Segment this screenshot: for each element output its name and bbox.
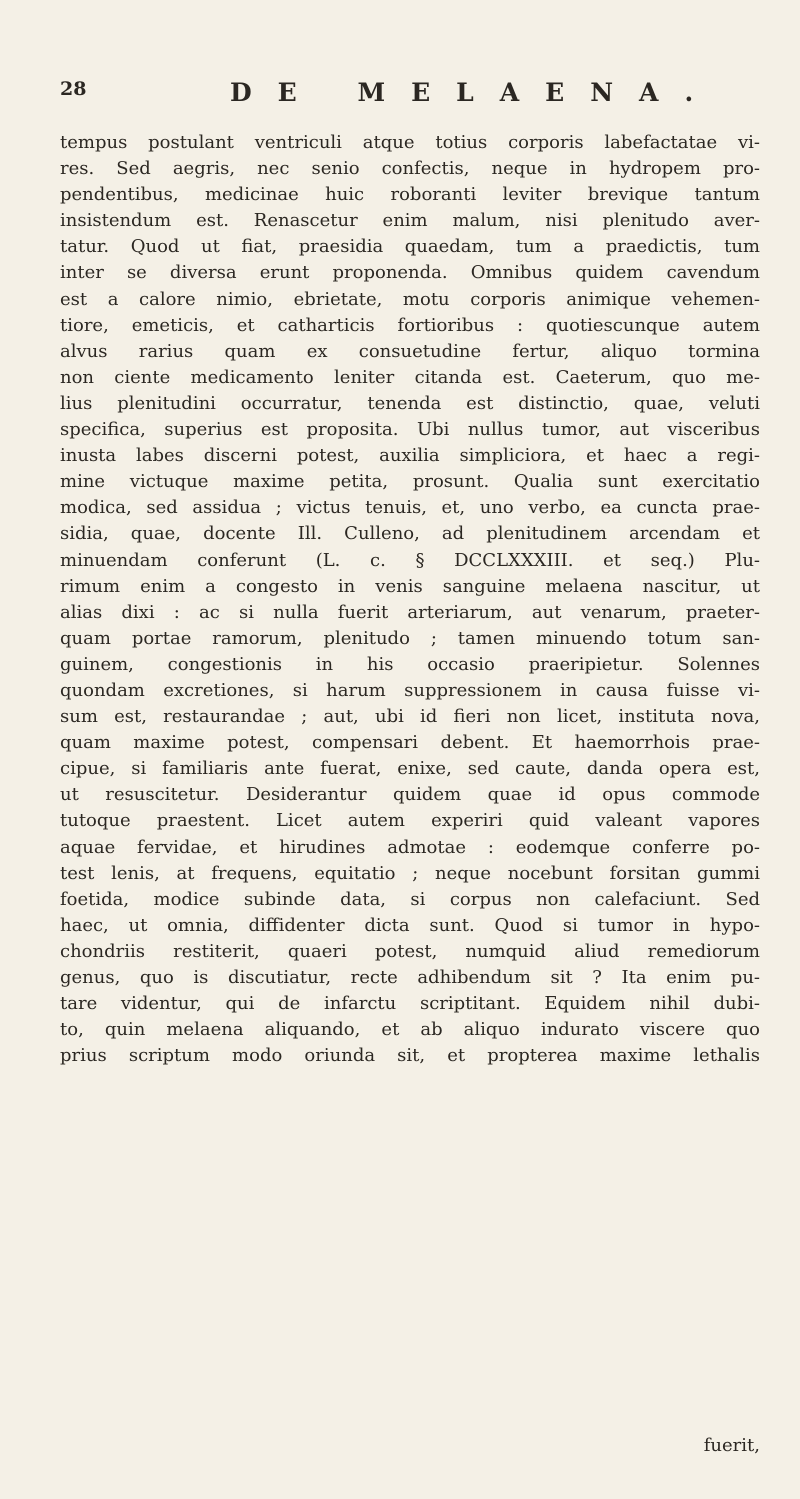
text-line: aquae fervidae, et hirudines admotae : eodemque conferre po- — [60, 836, 760, 858]
text-line: guinem, congestionis in his occasio praeripietur. Solennes — [60, 653, 760, 675]
text-line: rimum enim a congesto in venis sanguine melaena nascitur, ut — [60, 575, 760, 597]
text-line: inusta labes discerni potest, auxilia simpliciora, et haec a regi- — [60, 445, 760, 467]
text-line: sidia, quae, docente Ill. Culleno, ad plenitudinem arcendam et — [60, 523, 760, 545]
text-line: haec, ut omnia, diffidenter dicta sunt. Quod si tumor in hypo- — [60, 914, 760, 936]
text-line: tutoque praestent. Licet autem experiri quid valeant vapores — [60, 810, 760, 832]
text-line: res. Sed aegris, nec senio confectis, neque in hydropem pro- — [60, 158, 760, 180]
page-header — [60, 78, 760, 108]
text-line: alvus rarius quam ex consuetudine fertur, aliquo tormina — [60, 340, 760, 362]
text-line: quondam excretiones, si harum suppressionem in causa fuisse vi- — [60, 679, 760, 701]
text-line: genus, quo is discutiatur, recte adhibendum sit ? Ita enim pu- — [60, 967, 760, 988]
text-line: inter se diversa erunt proponenda. Omnibus quidem cavendum — [60, 262, 760, 284]
text-line: test lenis, at frequens, equitatio ; neque nocebunt forsitan gummi — [60, 862, 760, 884]
text-line: lius plenitudini occurratur, tenenda est distinctio, quae, veluti — [60, 392, 760, 414]
text-line: tare videntur, qui de infarctu scriptitant. Equidem nihil dubi- — [60, 993, 760, 1015]
text-line: specifica, superius est proposita. Ubi nullus tumor, aut visceribus — [60, 419, 760, 441]
text-line: non ciente medicamento leniter citanda est. Caeterum, quo me- — [60, 366, 760, 388]
text-line: to, quin melaena aliquando, et ab aliquo indurato viscere quo — [60, 1019, 760, 1041]
text-line: pendentibus, medicinae huic roboranti leviter brevique tantum — [60, 184, 760, 206]
text-line: sum est, restaurandae ; aut, ubi id fieri non licet, instituta nova, — [60, 706, 760, 728]
body-text — [60, 130, 760, 1069]
text-line: mine victuque maxime petita, prosunt. Qualia sunt exercitatio — [60, 471, 760, 493]
text-line: quam maxime potest, compensari debent. Et haemorrhois prae- — [60, 732, 760, 754]
text-line: quam portae ramorum, plenitudo ; tamen minuendo totum san- — [60, 627, 760, 649]
text-line: tempus postulant ventriculi atque totius corporis labefactatae vi- — [60, 132, 760, 153]
text-line: est a calore nimio, ebrietate, motu corporis animique vehemen- — [60, 288, 760, 310]
catchword: fuerit, — [703, 1435, 760, 1456]
text-line: prius scriptum modo oriunda sit, et propterea maxime lethalis — [60, 1045, 760, 1067]
text-line: ut resuscitetur. Desiderantur quidem quae id opus commode — [60, 784, 760, 806]
running-head: DE MELAENA. — [230, 78, 720, 107]
text-line: foetida, modice subinde data, si corpus non calefaciunt. Sed — [60, 888, 760, 910]
text-line: minuendam conferunt (L. c. § DCCLXXXIII. et seq.) Plu- — [60, 549, 760, 571]
text-line: tiore, emeticis, et catharticis fortioribus : quotiescunque autem — [60, 314, 760, 336]
text-line: chondriis restiterit, quaeri potest, numquid aliud remediorum — [60, 940, 760, 962]
text-line: insistendum est. Renascetur enim malum, nisi plenitudo aver- — [60, 210, 760, 232]
text-line: cipue, si familiaris ante fuerat, enixe, sed caute, danda opera est, — [60, 758, 760, 780]
page-number: 28 — [60, 78, 87, 100]
text-line: alias dixi : ac si nulla fuerit arteriarum, aut venarum, praeter- — [60, 601, 760, 623]
text-line: tatur. Quod ut fiat, praesidia quaedam, tum a praedictis, tum — [60, 236, 760, 258]
text-line: modica, sed assidua ; victus tenuis, et, uno verbo, ea cuncta prae- — [60, 497, 760, 519]
